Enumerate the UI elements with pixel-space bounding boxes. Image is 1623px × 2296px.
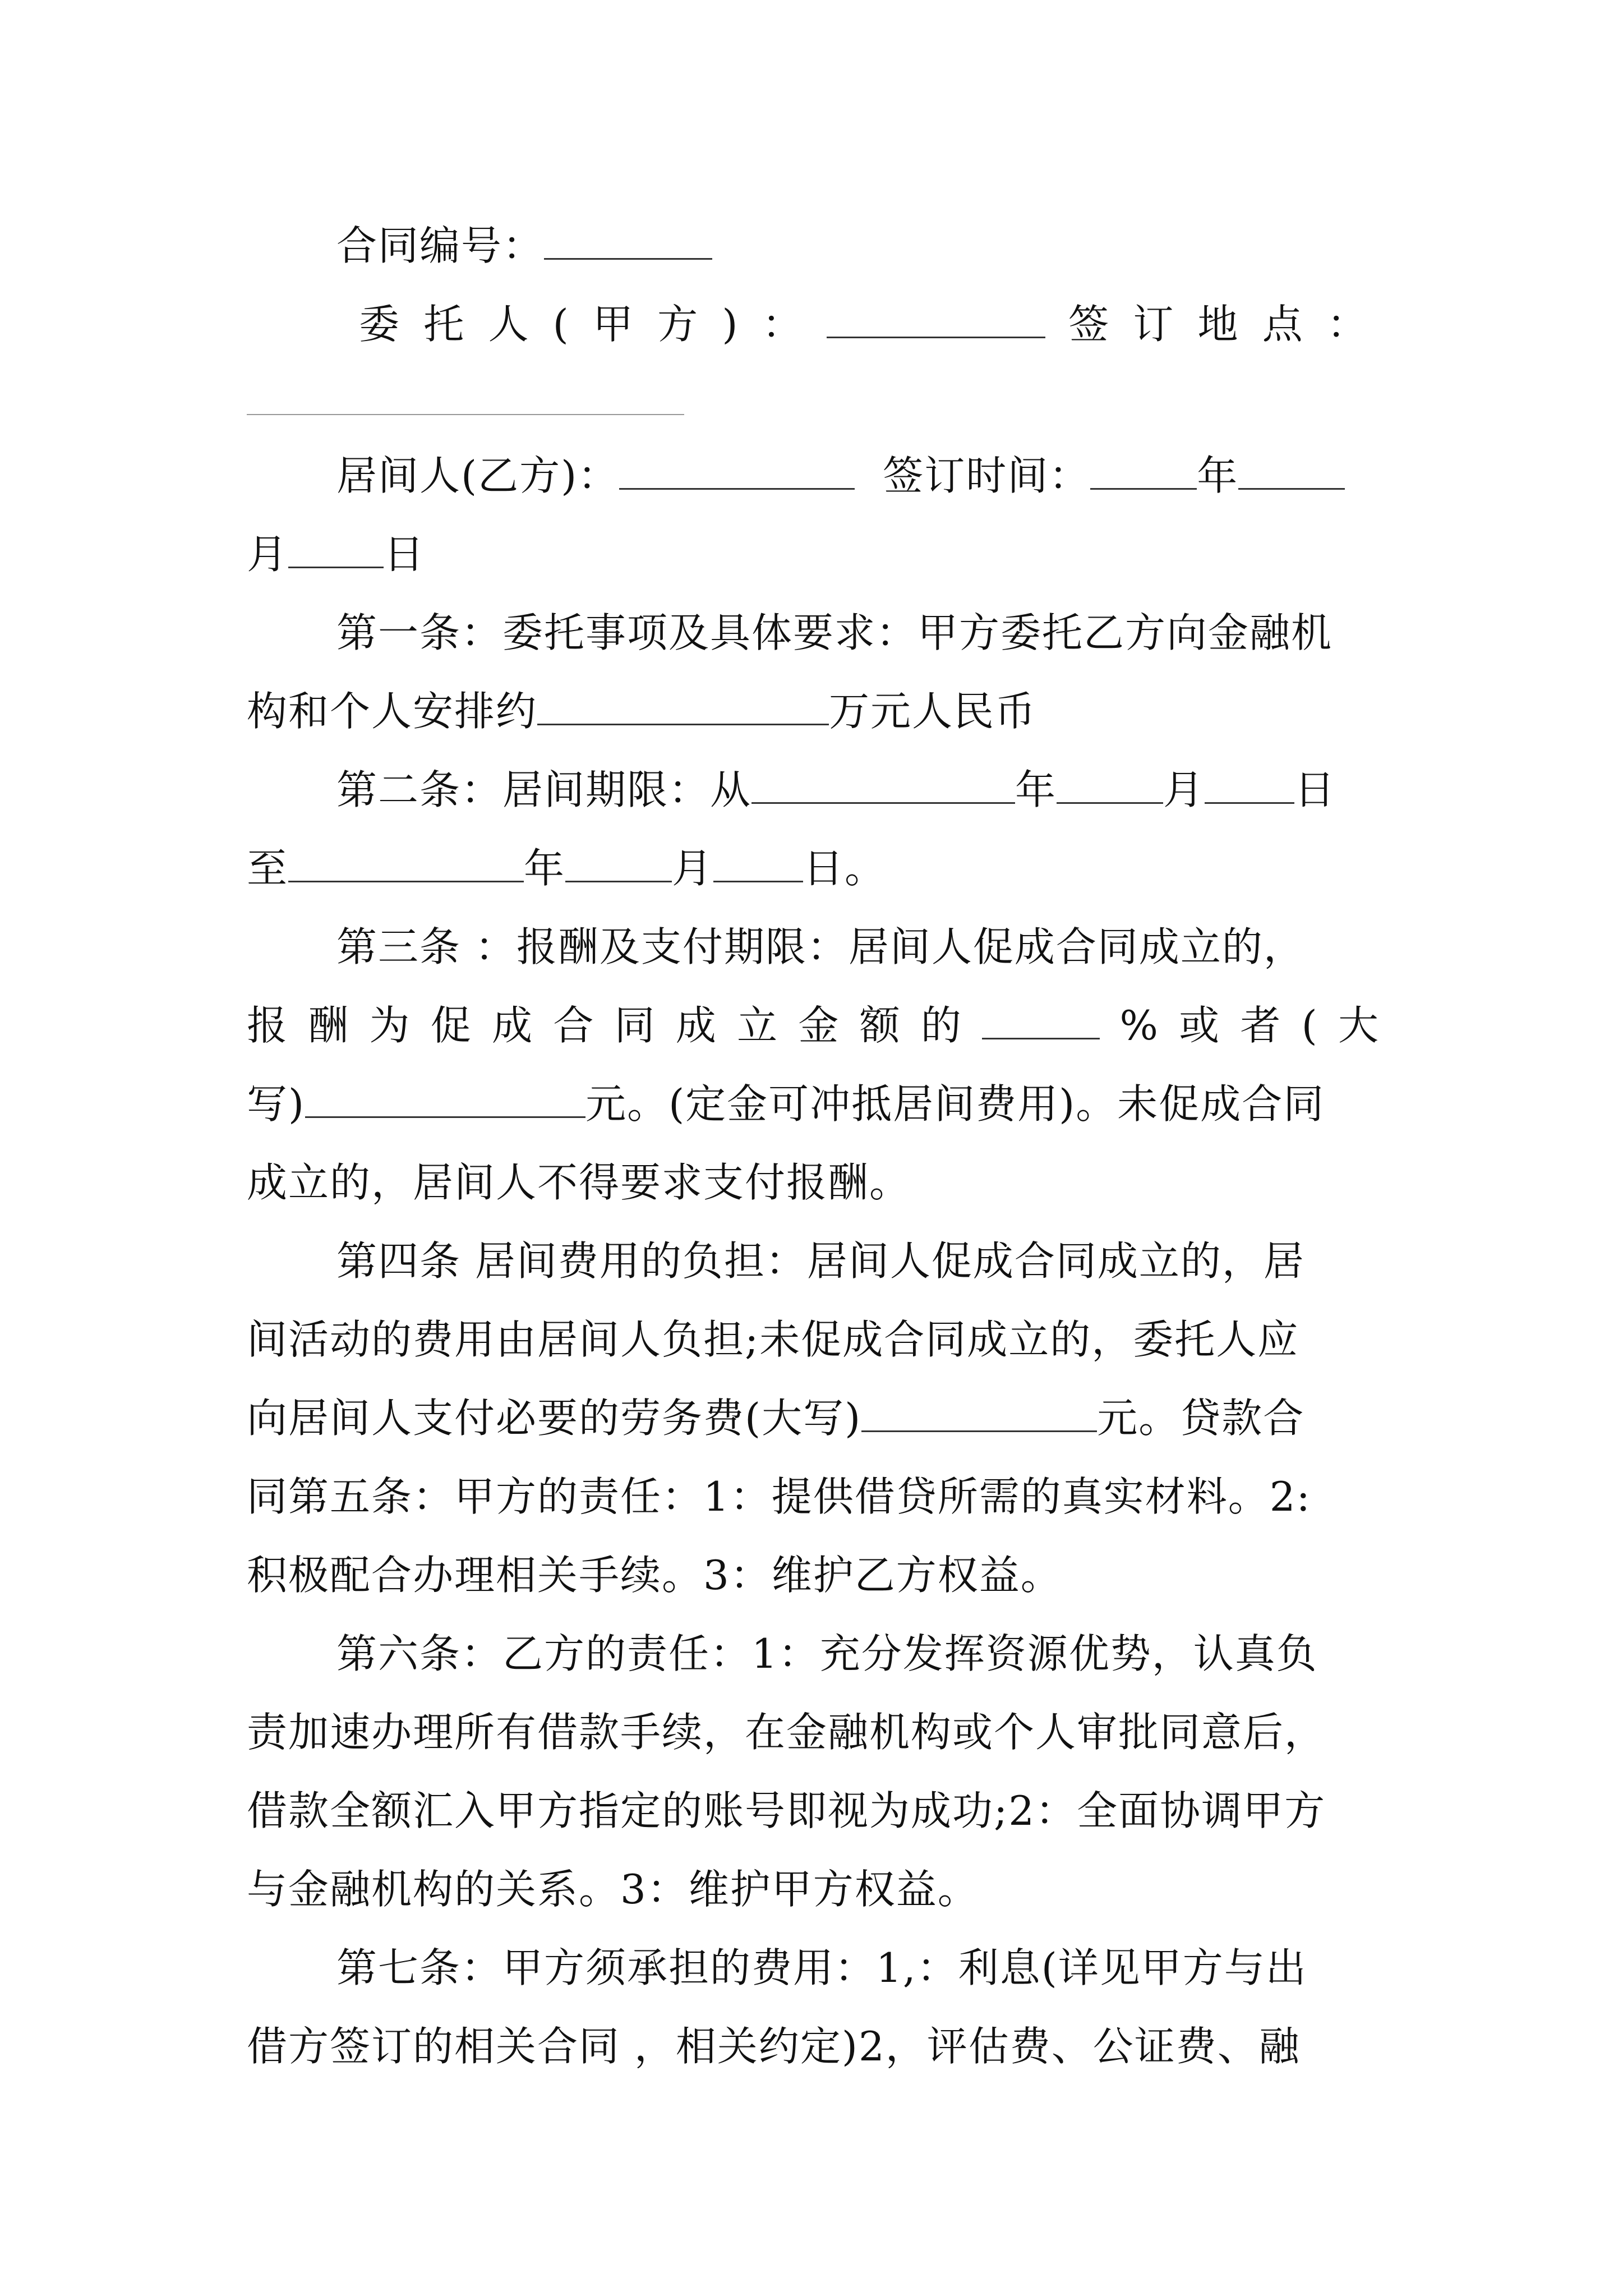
service-fee-blank [861, 1391, 1097, 1432]
article-4-line-3 [247, 1390, 1380, 1446]
client-label-char: ： [762, 301, 804, 348]
article-3-char: % [1119, 1002, 1159, 1049]
article-3-char: 立 [737, 1002, 779, 1049]
client-name-blank [827, 297, 1045, 338]
article-3-char: 或 [1179, 1002, 1221, 1049]
sign-month-blank-a [1238, 449, 1345, 490]
article-3-char: ( [1301, 1002, 1318, 1049]
broker-line-2 [247, 526, 1380, 582]
contract-number-label: 合同编号： [336, 222, 545, 269]
place-label-char: 签 [1068, 301, 1110, 348]
article-2-end-day: 日。 [803, 845, 887, 892]
article-4-text: 元。贷款合 [1097, 1395, 1305, 1442]
broker-name-blank [619, 449, 855, 490]
article-3-char: 成 [492, 1002, 534, 1049]
article-3-line-2 [247, 997, 1380, 1053]
article-3-char: 的 [920, 1002, 962, 1049]
sign-year-blank [1090, 449, 1197, 490]
article-3-char: 大 [1338, 1002, 1380, 1049]
article-2-to: 至 [247, 845, 289, 892]
client-place-line [359, 296, 1368, 352]
client-label-char: 委 [359, 301, 401, 348]
client-label-char: 人 [488, 301, 530, 348]
article-6-line-2: 责加速办理所有借款手续，在金融机构或个人审批同意后， [247, 1709, 1326, 1756]
article-1-line-1: 第一条：委托事项及具体要求：甲方委托乙方向金融机 [336, 609, 1333, 656]
sign-day-label: 日 [384, 531, 426, 578]
article-5-line-2: 积极配合办理相关手续。3：维护乙方权益。 [247, 1552, 1062, 1599]
article-2-line-2 [247, 840, 1380, 896]
period-end-day-blank [713, 841, 803, 882]
place-label-char: 点 [1262, 301, 1304, 348]
article-7-line-1: 第七条：甲方须承担的费用：1,：利息(详见甲方与出 [336, 1944, 1307, 1991]
article-3-char: 同 [614, 1002, 656, 1049]
broker-line [336, 448, 1380, 504]
place-label-char: ： [1326, 301, 1368, 348]
article-3-char: 者 [1240, 1002, 1282, 1049]
sign-year-label: 年 [1197, 452, 1239, 499]
sign-place-blank [247, 414, 684, 415]
article-6-line-1: 第六条：乙方的责任：1：充分发挥资源优势，认真负 [336, 1630, 1318, 1677]
article-5-line-1: 同第五条：甲方的责任：1：提供借贷所需的真实材料。2: [247, 1473, 1311, 1520]
article-1-line-2 [247, 683, 1380, 739]
article-4-line-2: 间活动的费用由居间人负担;未促成合同成立的，委托人应 [247, 1316, 1299, 1363]
article-3-char: 为 [369, 1002, 411, 1049]
period-end-month-blank [565, 841, 672, 882]
reward-amount-blank [305, 1077, 585, 1118]
client-label-char: 方 [657, 301, 699, 348]
contract-number-blank [544, 219, 712, 260]
article-1-text: 构和个人安排约 [247, 688, 538, 735]
article-6-line-4: 与金融机构的关系。3：维护甲方权益。 [247, 1866, 979, 1913]
article-2-month: 月 [1163, 766, 1205, 813]
article-3-char: 酬 [308, 1002, 350, 1049]
article-3-line-3 [247, 1076, 1380, 1132]
article-3-line-4: 成立的，居间人不得要求支付报酬。 [247, 1159, 911, 1206]
article-2-year: 年 [1015, 766, 1057, 813]
period-end-year-blank [288, 841, 524, 882]
client-label-char: ) [722, 301, 739, 348]
client-label-char: ( [552, 301, 570, 348]
article-3-char: 额 [859, 1002, 901, 1049]
period-start-month-blank [1057, 763, 1163, 804]
article-3-char: 报 [247, 1002, 289, 1049]
article-4-text: 向居间人支付必要的劳务费(大写) [247, 1395, 862, 1442]
article-3-text: 元。(定金可冲抵居间费用)。未促成合同 [585, 1080, 1325, 1128]
article-3-char: 金 [798, 1002, 840, 1049]
client-label-char: 托 [423, 301, 465, 348]
loan-amount-blank [537, 684, 829, 725]
article-3-line-1: 第三条 ：报酬及支付期限：居间人促成合同成立的， [336, 923, 1305, 970]
article-4-line-1: 第四条 居间费用的负担：居间人促成合同成立的，居 [336, 1237, 1305, 1285]
article-7-line-2: 借方签订的相关合同 ，相关约定)2，评估费、公证费、融 [247, 2023, 1301, 2070]
place-label-char: 订 [1133, 301, 1175, 348]
article-2-end-month: 月 [672, 845, 714, 892]
article-2-text: 第二条：居间期限：从 [336, 766, 752, 813]
sign-time-label: 签订时间： [883, 452, 1091, 499]
period-start-year-blank [751, 763, 1015, 804]
reward-percent-blank [982, 999, 1100, 1039]
article-2-line-1 [336, 762, 1380, 818]
article-3-text: 写) [247, 1080, 306, 1128]
client-label-char: 甲 [592, 301, 634, 348]
place-label-char: 地 [1197, 301, 1239, 348]
article-2-end-year: 年 [524, 845, 566, 892]
article-3-char: 促 [430, 1002, 472, 1049]
article-6-line-3: 借款全额汇入甲方指定的账号即视为成功;2：全面协调甲方 [247, 1787, 1326, 1834]
period-start-day-blank [1205, 763, 1294, 804]
sign-day-blank [288, 527, 384, 568]
contract-number-line [336, 218, 1380, 274]
article-1-unit: 万元人民币 [829, 688, 1037, 735]
broker-label: 居间人(乙方)： [336, 452, 620, 499]
article-3-char: 成 [675, 1002, 717, 1049]
article-2-day: 日 [1294, 766, 1336, 813]
sign-month-label: 月 [247, 531, 289, 578]
article-3-char: 合 [553, 1002, 595, 1049]
